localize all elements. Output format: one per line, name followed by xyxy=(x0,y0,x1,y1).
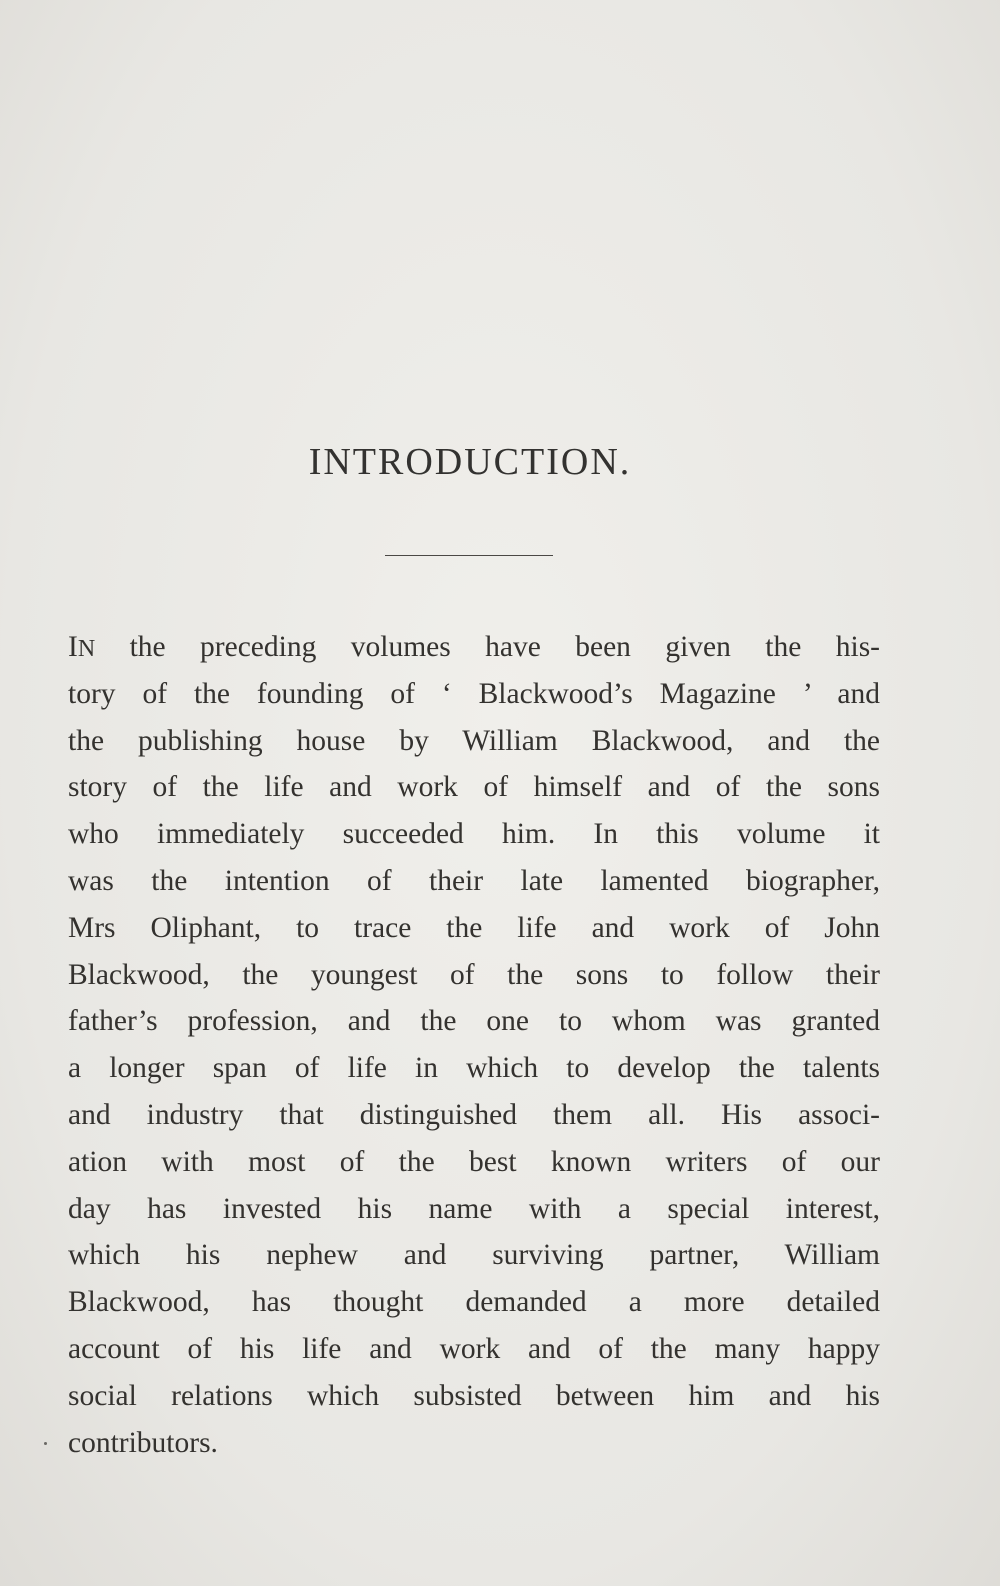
paragraph-line-8: Blackwood, the youngest of the sons to follow their xyxy=(68,958,880,991)
paragraph-line-14: which his nephew and surviving partner, William xyxy=(68,1239,880,1272)
paragraph-line-7: Mrs Oliphant, to trace the life and work of John xyxy=(68,911,880,944)
dropcap-initial: I xyxy=(68,631,78,663)
paragraph-line-2: tory of the founding of ‘ Blackwood’s Magazine ’ and xyxy=(68,677,880,710)
chapter-title: INTRODUCTION. xyxy=(308,441,632,483)
paragraph-line-18: contributors. xyxy=(68,1426,218,1459)
paragraph-line-1 xyxy=(68,624,880,671)
introduction-paragraph xyxy=(68,624,880,1466)
paper-speck xyxy=(44,1442,47,1445)
paragraph-line-3: the publishing house by William Blackwood, and the xyxy=(68,724,880,757)
paragraph-line-6: was the intention of their late lamented biographer, xyxy=(68,864,880,897)
paragraph-line-5: who immediately succeeded him. In this volume it xyxy=(68,818,880,851)
dropcap-smallcaps: N xyxy=(77,636,96,662)
paragraph-line-10: a longer span of life in which to develop the talents xyxy=(68,1052,880,1085)
paragraph-line-13: day has invested his name with a special interest, xyxy=(68,1192,880,1225)
paragraph-line-15: Blackwood, has thought demanded a more detailed xyxy=(68,1286,880,1319)
paragraph-line-17: social relations which subsisted between him and his xyxy=(68,1379,880,1412)
paragraph-line-12: ation with most of the best known writers of our xyxy=(68,1145,880,1178)
paragraph-line-16: account of his life and work and of the many happy xyxy=(68,1332,880,1365)
line-text: the preceding volumes have been given the his- xyxy=(95,631,880,663)
paragraph-line-9: father’s profession, and the one to whom was granted xyxy=(68,1005,880,1038)
paragraph-line-4: story of the life and work of himself and of the sons xyxy=(68,771,880,804)
paragraph-line-11: and industry that distinguished them all. His associ- xyxy=(68,1098,880,1131)
title-rule-divider xyxy=(385,555,553,556)
